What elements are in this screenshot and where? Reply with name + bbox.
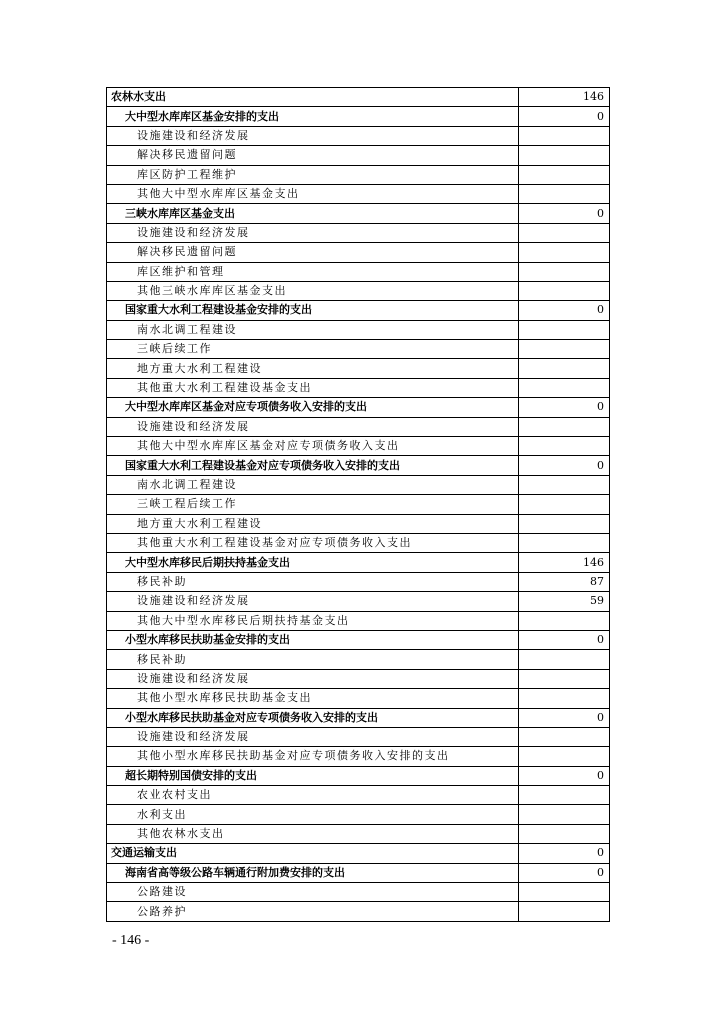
table-row bbox=[107, 262, 610, 281]
row-value: 0 bbox=[519, 107, 610, 126]
row-value bbox=[519, 223, 610, 242]
table-row bbox=[107, 727, 610, 746]
table-row bbox=[107, 301, 610, 320]
row-label: 设施建设和经济发展 bbox=[107, 592, 519, 611]
table-row bbox=[107, 398, 610, 417]
row-value bbox=[519, 243, 610, 262]
row-value: 0 bbox=[519, 766, 610, 785]
row-label: 设施建设和经济发展 bbox=[107, 223, 519, 242]
table-row bbox=[107, 747, 610, 766]
row-value bbox=[519, 669, 610, 688]
table-row bbox=[107, 281, 610, 300]
table-row bbox=[107, 475, 610, 494]
table-row bbox=[107, 320, 610, 339]
row-label: 小型水库移民扶助基金安排的支出 bbox=[107, 630, 519, 649]
row-value bbox=[519, 437, 610, 456]
table-row bbox=[107, 146, 610, 165]
row-label: 公路养护 bbox=[107, 902, 519, 921]
row-value: 0 bbox=[519, 844, 610, 863]
table-row bbox=[107, 844, 610, 863]
table-row bbox=[107, 708, 610, 727]
table-row bbox=[107, 689, 610, 708]
row-value bbox=[519, 126, 610, 145]
table-row bbox=[107, 456, 610, 475]
row-value: 146 bbox=[519, 553, 610, 572]
row-label: 其他小型水库移民扶助基金对应专项债务收入安排的支出 bbox=[107, 747, 519, 766]
row-label: 农业农村支出 bbox=[107, 786, 519, 805]
table-row bbox=[107, 359, 610, 378]
row-value bbox=[519, 340, 610, 359]
row-value bbox=[519, 514, 610, 533]
table-row bbox=[107, 340, 610, 359]
row-label: 超长期特别国债安排的支出 bbox=[107, 766, 519, 785]
row-value: 0 bbox=[519, 630, 610, 649]
row-label: 农林水支出 bbox=[107, 88, 519, 107]
row-label: 三峡工程后续工作 bbox=[107, 495, 519, 514]
table-row bbox=[107, 378, 610, 397]
row-value bbox=[519, 650, 610, 669]
budget-table-container bbox=[106, 87, 604, 922]
table-row bbox=[107, 204, 610, 223]
table-row bbox=[107, 786, 610, 805]
row-label: 三峡后续工作 bbox=[107, 340, 519, 359]
row-label: 其他重大水利工程建设基金对应专项债务收入支出 bbox=[107, 533, 519, 552]
table-row bbox=[107, 223, 610, 242]
row-label: 解决移民遗留问题 bbox=[107, 146, 519, 165]
row-value bbox=[519, 165, 610, 184]
row-value bbox=[519, 359, 610, 378]
row-value bbox=[519, 786, 610, 805]
row-label: 其他三峡水库库区基金支出 bbox=[107, 281, 519, 300]
page-number: - 146 - bbox=[112, 933, 150, 948]
row-label: 设施建设和经济发展 bbox=[107, 126, 519, 145]
table-row bbox=[107, 533, 610, 552]
table-row bbox=[107, 572, 610, 591]
row-label: 大中型水库移民后期扶持基金支出 bbox=[107, 553, 519, 572]
row-value bbox=[519, 883, 610, 902]
row-label: 设施建设和经济发展 bbox=[107, 669, 519, 688]
row-value: 0 bbox=[519, 398, 610, 417]
row-value bbox=[519, 495, 610, 514]
table-row bbox=[107, 437, 610, 456]
row-value bbox=[519, 727, 610, 746]
table-row bbox=[107, 514, 610, 533]
row-value bbox=[519, 611, 610, 630]
table-body bbox=[107, 88, 610, 922]
table-row bbox=[107, 126, 610, 145]
table-row bbox=[107, 165, 610, 184]
row-value bbox=[519, 805, 610, 824]
row-label: 地方重大水利工程建设 bbox=[107, 359, 519, 378]
row-value bbox=[519, 378, 610, 397]
row-value bbox=[519, 146, 610, 165]
row-value: 0 bbox=[519, 708, 610, 727]
row-label: 海南省高等级公路车辆通行附加费安排的支出 bbox=[107, 863, 519, 882]
row-label: 设施建设和经济发展 bbox=[107, 727, 519, 746]
row-value bbox=[519, 320, 610, 339]
table-row bbox=[107, 883, 610, 902]
row-value bbox=[519, 689, 610, 708]
table-row bbox=[107, 863, 610, 882]
row-value bbox=[519, 824, 610, 843]
row-value: 59 bbox=[519, 592, 610, 611]
table-row bbox=[107, 669, 610, 688]
table-row bbox=[107, 630, 610, 649]
row-value bbox=[519, 417, 610, 436]
row-value: 87 bbox=[519, 572, 610, 591]
row-label: 其他大中型水库移民后期扶持基金支出 bbox=[107, 611, 519, 630]
row-value: 0 bbox=[519, 301, 610, 320]
row-label: 国家重大水利工程建设基金安排的支出 bbox=[107, 301, 519, 320]
row-label: 公路建设 bbox=[107, 883, 519, 902]
row-label: 交通运输支出 bbox=[107, 844, 519, 863]
row-label: 移民补助 bbox=[107, 650, 519, 669]
table-row bbox=[107, 902, 610, 921]
row-value: 0 bbox=[519, 456, 610, 475]
row-label: 国家重大水利工程建设基金对应专项债务收入安排的支出 bbox=[107, 456, 519, 475]
row-value: 0 bbox=[519, 863, 610, 882]
row-value bbox=[519, 281, 610, 300]
row-value: 146 bbox=[519, 88, 610, 107]
row-label: 移民补助 bbox=[107, 572, 519, 591]
table-row bbox=[107, 650, 610, 669]
row-label: 小型水库移民扶助基金对应专项债务收入安排的支出 bbox=[107, 708, 519, 727]
row-label: 其他农林水支出 bbox=[107, 824, 519, 843]
row-label: 南水北调工程建设 bbox=[107, 475, 519, 494]
table-row bbox=[107, 184, 610, 203]
row-label: 其他小型水库移民扶助基金支出 bbox=[107, 689, 519, 708]
row-value bbox=[519, 184, 610, 203]
row-value bbox=[519, 902, 610, 921]
row-label: 大中型水库库区基金对应专项债务收入安排的支出 bbox=[107, 398, 519, 417]
table-row bbox=[107, 107, 610, 126]
table-row bbox=[107, 592, 610, 611]
row-label: 其他重大水利工程建设基金支出 bbox=[107, 378, 519, 397]
table-row bbox=[107, 495, 610, 514]
row-label: 设施建设和经济发展 bbox=[107, 417, 519, 436]
row-label: 库区维护和管理 bbox=[107, 262, 519, 281]
row-label: 解决移民遗留问题 bbox=[107, 243, 519, 262]
table-row bbox=[107, 417, 610, 436]
row-value bbox=[519, 533, 610, 552]
row-value bbox=[519, 475, 610, 494]
row-value: 0 bbox=[519, 204, 610, 223]
row-value bbox=[519, 262, 610, 281]
table-row bbox=[107, 611, 610, 630]
table-row bbox=[107, 766, 610, 785]
table-row bbox=[107, 824, 610, 843]
row-label: 水利支出 bbox=[107, 805, 519, 824]
row-value bbox=[519, 747, 610, 766]
row-label: 南水北调工程建设 bbox=[107, 320, 519, 339]
row-label: 其他大中型水库库区基金支出 bbox=[107, 184, 519, 203]
row-label: 三峡水库库区基金支出 bbox=[107, 204, 519, 223]
row-label: 库区防护工程维护 bbox=[107, 165, 519, 184]
row-label: 地方重大水利工程建设 bbox=[107, 514, 519, 533]
budget-expenditure-table bbox=[106, 87, 610, 922]
table-row bbox=[107, 805, 610, 824]
row-label: 大中型水库库区基金安排的支出 bbox=[107, 107, 519, 126]
table-row bbox=[107, 243, 610, 262]
table-row bbox=[107, 553, 610, 572]
row-label: 其他大中型水库库区基金对应专项债务收入支出 bbox=[107, 437, 519, 456]
table-row bbox=[107, 88, 610, 107]
